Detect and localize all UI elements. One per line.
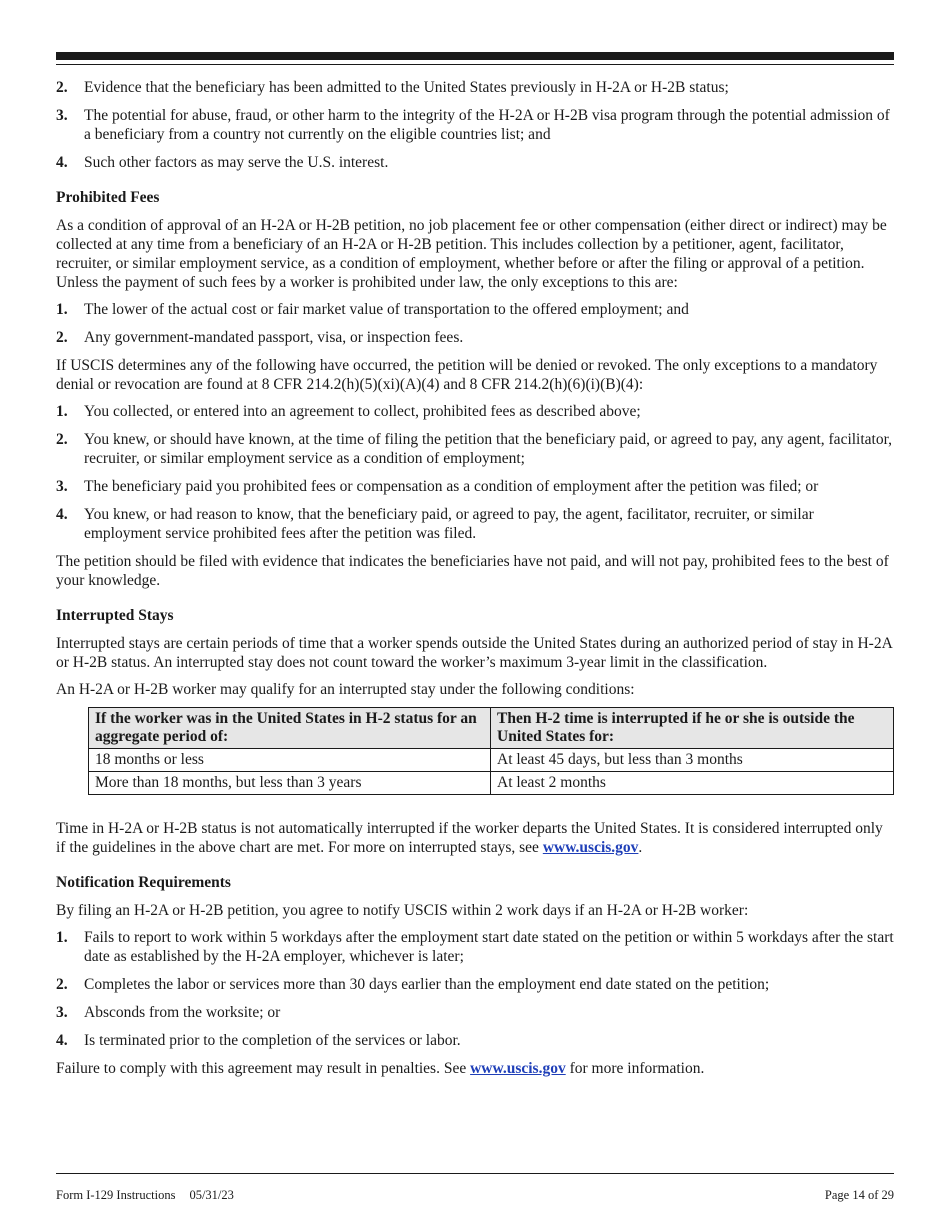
item-number: 1. <box>56 403 68 420</box>
list-item <box>56 300 894 319</box>
list-item <box>56 430 894 468</box>
list-item <box>56 78 894 97</box>
interrupted-stays-p2: An H-2A or H-2B worker may qualify for an interrupted stay under the following conditions: <box>56 681 635 698</box>
item-number: 3. <box>56 1004 68 1021</box>
interrupted-stays-table <box>88 707 894 795</box>
item-number: 4. <box>56 506 68 523</box>
p3-end: . <box>638 839 643 856</box>
closing-end: for more information. <box>565 1060 705 1077</box>
table-row <box>89 749 894 772</box>
item-text: You knew, or had reason to know, that the beneficiary paid, or agreed to pay, the agent, facilitator, recruiter, or similar employment service prohibited fees after the petition was filed. <box>84 506 814 542</box>
fee-exceptions-list <box>56 300 894 347</box>
table-cell: At least 45 days, but less than 3 months <box>491 749 894 772</box>
table-cell: More than 18 months, but less than 3 years <box>89 772 491 795</box>
item-number: 2. <box>56 431 68 448</box>
list-item <box>56 505 894 543</box>
item-number: 3. <box>56 478 68 495</box>
list-item <box>56 975 894 994</box>
continued-list <box>56 78 894 172</box>
table-header-cell: If the worker was in the United States in H-2 status for an aggregate period of: <box>89 708 491 749</box>
list-item <box>56 106 894 144</box>
heading-notification-requirements: Notification Requirements <box>56 874 231 891</box>
item-number: 3. <box>56 107 68 124</box>
list-item <box>56 328 894 347</box>
item-text: Evidence that the beneficiary has been admitted to the United States previously in H-2A or H-2B status; <box>84 79 729 96</box>
p3-text: Time in H-2A or H-2B status is not automatically interrupted if the worker departs the United States. It is considered interrupted only if the guidelines in the above chart are met. For more on interrupted stays, see <box>56 820 883 856</box>
uscis-link[interactable]: www.uscis.gov <box>542 839 639 856</box>
list-item <box>56 153 894 172</box>
list-item <box>56 402 894 421</box>
notification-list <box>56 928 894 1050</box>
footer-edition-date: 05/31/23 <box>189 1188 234 1202</box>
notification-closing <box>56 1059 894 1078</box>
item-text: The potential for abuse, fraud, or other harm to the integrity of the H-2A or H-2B visa program through the potential admission of a beneficiary from a country not currently on the eligible countries list; and <box>84 107 890 143</box>
item-text: Absconds from the worksite; or <box>84 1004 281 1021</box>
list-item <box>56 1003 894 1022</box>
item-text: Such other factors as may serve the U.S. interest. <box>84 154 389 171</box>
notification-intro: By filing an H-2A or H-2B petition, you agree to notify USCIS within 2 work days if an H-2A or H-2B worker: <box>56 902 749 919</box>
item-number: 1. <box>56 929 68 946</box>
item-text: The beneficiary paid you prohibited fees or compensation as a condition of employment after the petition was filed; or <box>84 478 819 495</box>
top-rule-thin <box>56 64 894 65</box>
item-text: The lower of the actual cost or fair market value of transportation to the offered employment; and <box>84 301 689 318</box>
uscis-link[interactable]: www.uscis.gov <box>470 1060 566 1077</box>
item-number: 2. <box>56 79 68 96</box>
denial-intro: If USCIS determines any of the following have occurred, the petition will be denied or revoked. The only exceptions to a mandatory denial or revocation are found at 8 CFR 214.2(h)(5)(xi)(A)(4) and 8 CFR 214.2(h)(6)(i)(B)(4): <box>56 357 878 393</box>
table-row <box>89 772 894 795</box>
footer-rule <box>56 1173 894 1174</box>
item-text: Is terminated prior to the completion of the services or labor. <box>84 1032 461 1049</box>
list-item <box>56 928 894 966</box>
footer-form-info <box>56 1186 234 1205</box>
interrupted-stays-p3 <box>56 819 894 857</box>
footer-form-name: Form I-129 Instructions <box>56 1188 176 1202</box>
prohibited-fees-intro: As a condition of approval of an H-2A or H-2B petition, no job placement fee or other compensation (either direct or indirect) may be collected at any time from a beneficiary of an H-2A or H-2B petition. This includes collection by a petitioner, agent, facilitator, recruiter, or similar employment service, as a condition of employment, whether before or after the filing or approval of a petition. Unless the payment of such fees by a worker is prohibited under law, the only exceptions to this are: <box>56 217 887 291</box>
interrupted-stays-p1: Interrupted stays are certain periods of time that a worker spends outside the United States during an authorized period of stay in H-2A or H-2B status. An interrupted stay does not count toward the worker’s maximum 3-year limit in the classification. <box>56 635 892 671</box>
item-text: Completes the labor or services more than 30 days earlier than the employment end date stated on the petition; <box>84 976 770 993</box>
item-text: You collected, or entered into an agreement to collect, prohibited fees as described above; <box>84 403 641 420</box>
table-cell: 18 months or less <box>89 749 491 772</box>
list-item <box>56 477 894 496</box>
heading-interrupted-stays: Interrupted Stays <box>56 607 174 624</box>
table-header-row <box>89 708 894 749</box>
table-cell: At least 2 months <box>491 772 894 795</box>
heading-prohibited-fees: Prohibited Fees <box>56 189 160 206</box>
item-text: Fails to report to work within 5 workdays after the employment start date stated on the petition or within 5 workdays after the start date as established by the H-2A employer, whichever is later; <box>84 929 894 965</box>
item-text: Any government-mandated passport, visa, or inspection fees. <box>84 329 464 346</box>
item-number: 1. <box>56 301 68 318</box>
footer-page-number: Page 14 of 29 <box>824 1188 894 1202</box>
item-text: You knew, or should have known, at the time of filing the petition that the beneficiary paid, or agreed to pay, any agent, facilitator, recruiter, or similar employment service as a condition of employment; <box>84 431 893 467</box>
top-rule <box>56 52 894 60</box>
list-item <box>56 1031 894 1050</box>
item-number: 2. <box>56 329 68 346</box>
table-header-cell: Then H-2 time is interrupted if he or she is outside the United States for: <box>491 708 894 749</box>
item-number: 4. <box>56 1032 68 1049</box>
closing-text: Failure to comply with this agreement may result in penalties. See <box>56 1060 471 1077</box>
item-number: 4. <box>56 154 68 171</box>
denial-list <box>56 402 894 543</box>
item-number: 2. <box>56 976 68 993</box>
page-content <box>56 78 894 1086</box>
prohibited-fees-closing: The petition should be filed with evidence that indicates the beneficiaries have not paid, and will not pay, prohibited fees to the best of your knowledge. <box>56 553 889 589</box>
